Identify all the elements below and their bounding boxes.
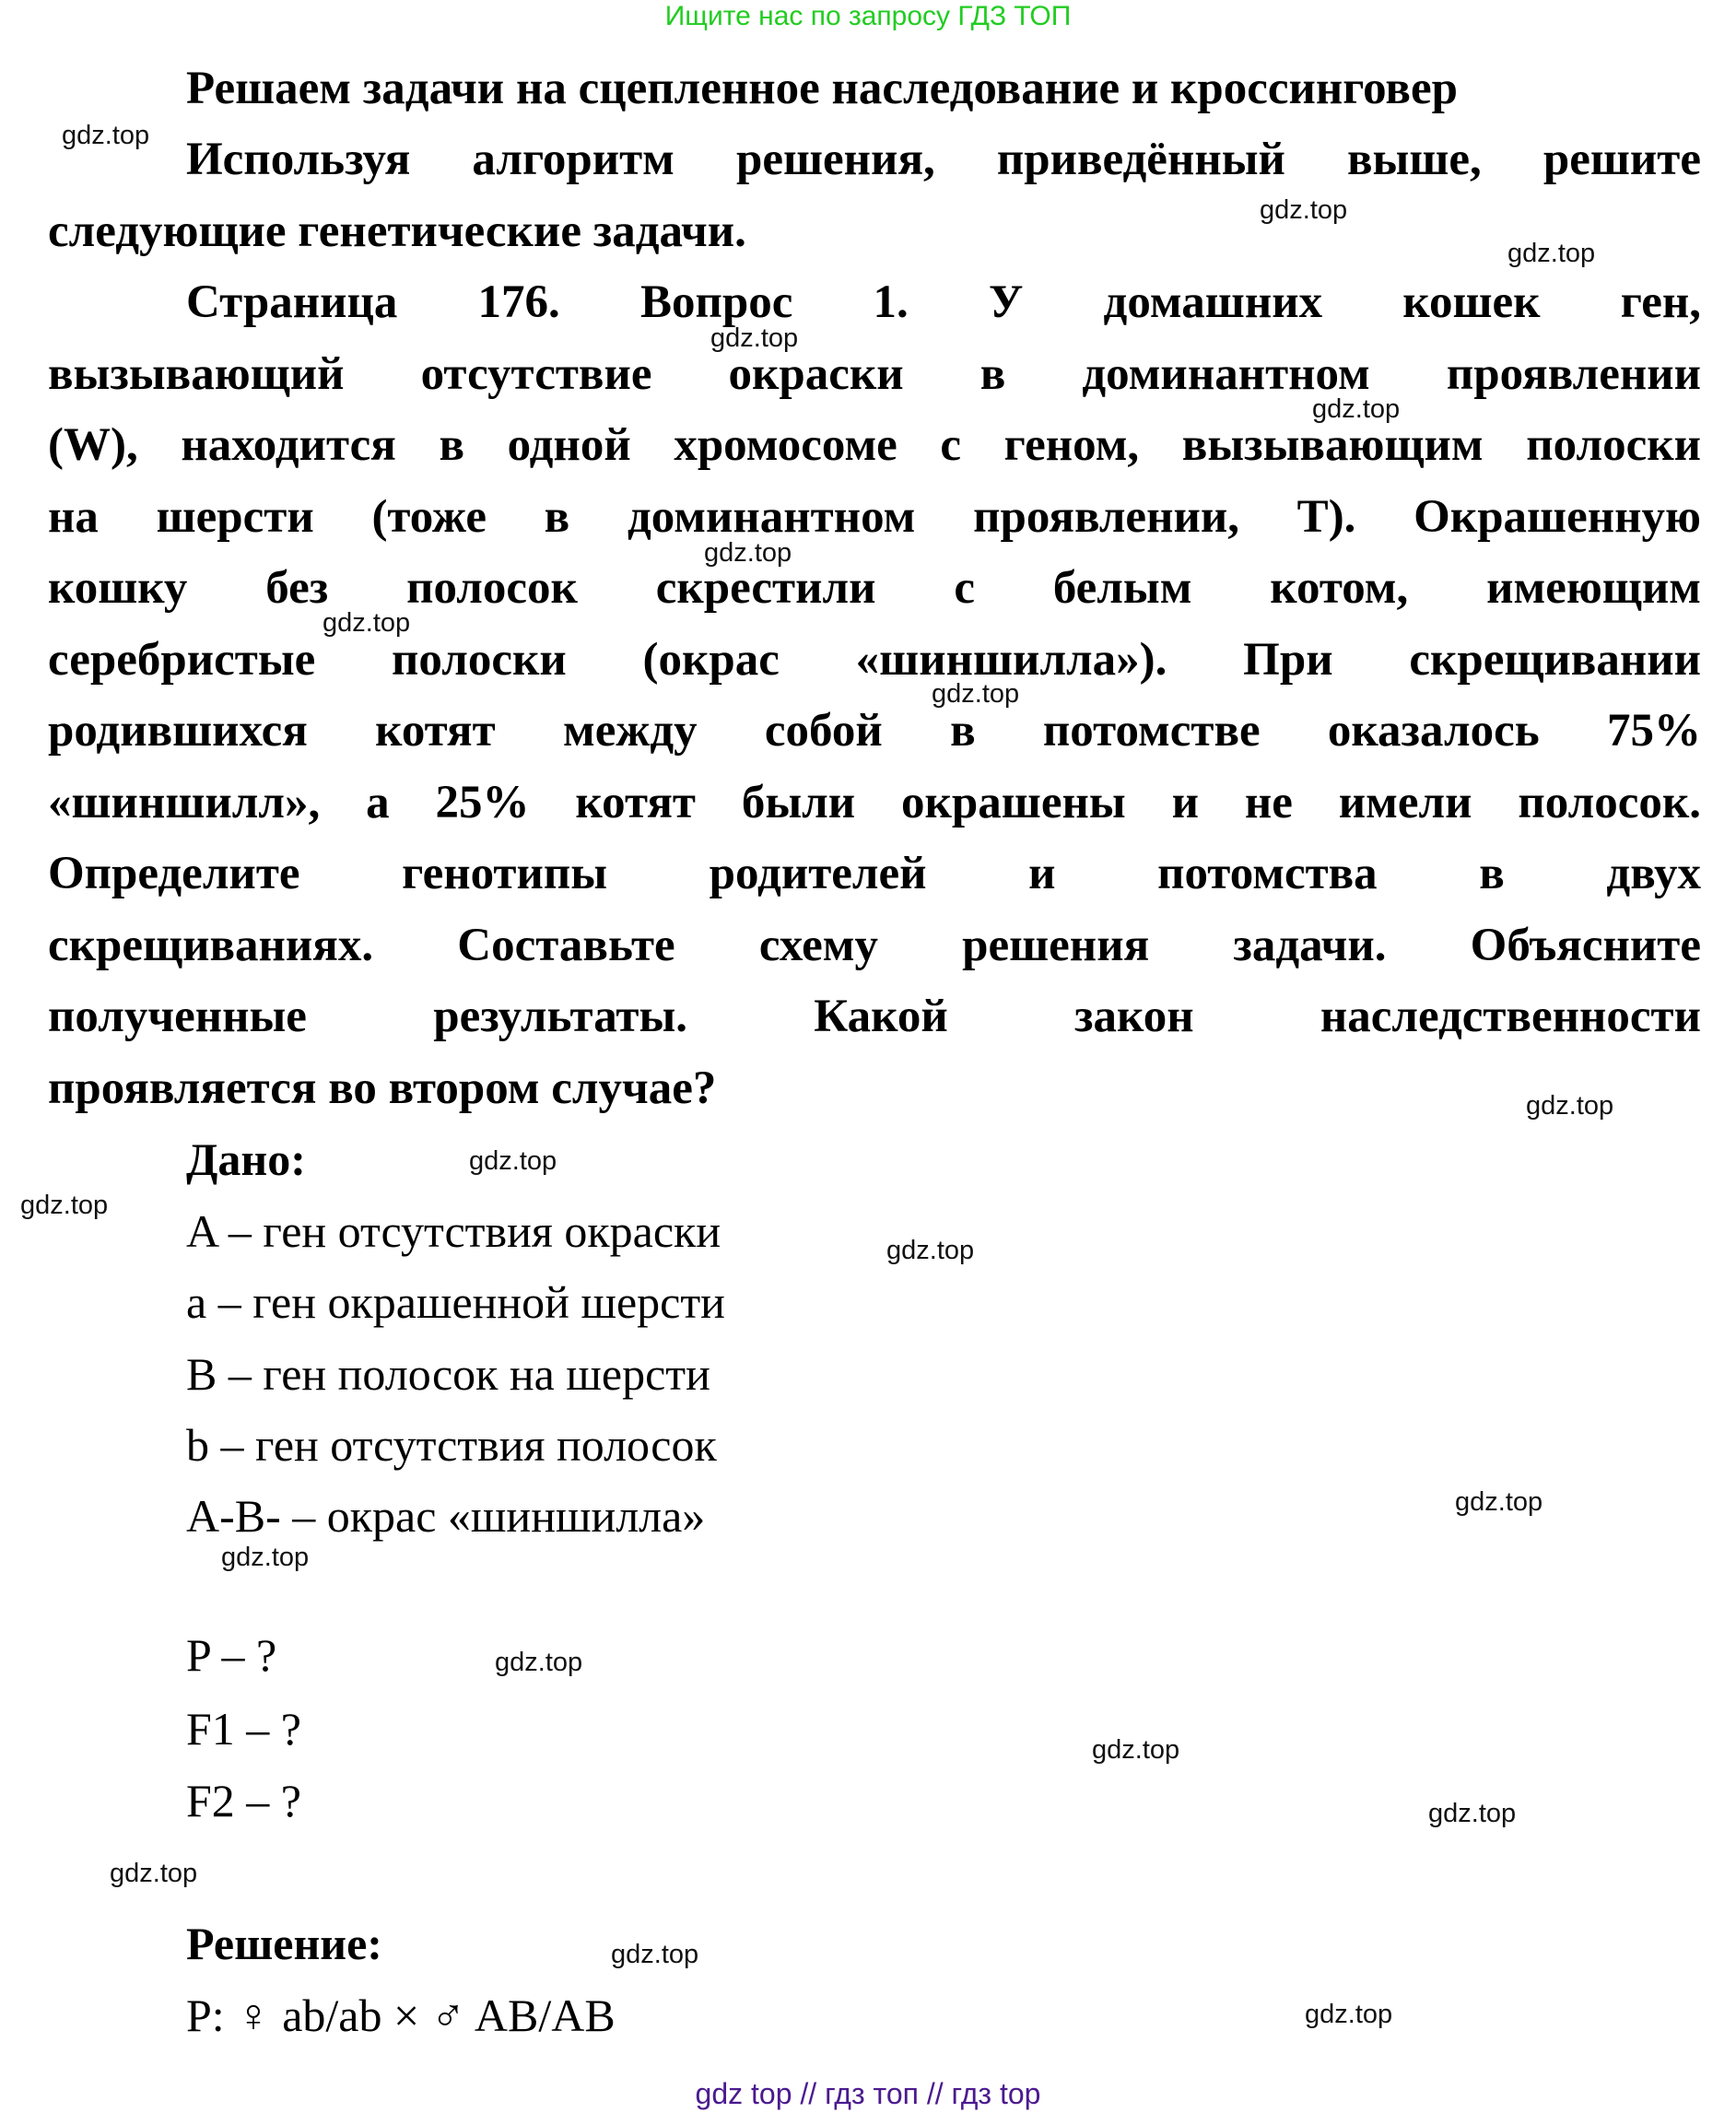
watermark: gdz.top [704, 538, 792, 568]
unknown-item: F2 – ? [186, 1775, 301, 1826]
text-line: следующие генетические задачи. [48, 205, 746, 257]
solution-heading: Решение: [186, 1918, 382, 1969]
watermark: gdz.top [1260, 195, 1348, 225]
watermark: gdz.top [495, 1648, 583, 1677]
search-banner[interactable]: Ищите нас по запросу ГДЗ ТОП [664, 1, 1072, 31]
unknown-item: F1 – ? [186, 1703, 301, 1755]
watermark: gdz.top [221, 1543, 310, 1572]
watermark: gdz.top [110, 1859, 198, 1888]
text-line: полученные результаты. Какой закон наследственности [48, 991, 1701, 1042]
text-line: проявляется во втором случае? [48, 1062, 717, 1114]
footer-links[interactable]: gdz top // гдз топ // гдз top [695, 2077, 1041, 2110]
text-line: Используя алгоритм решения, приведённый выше, решите [186, 134, 1701, 185]
given-item: B – ген полосок на шерсти [186, 1348, 710, 1400]
text-line: родившихся котят между собой в потомстве оказалось 75% [48, 705, 1701, 757]
watermark: gdz.top [1428, 1799, 1517, 1828]
text-line: (W), находится в одной хромосоме с геном, вызывающим полоски [48, 419, 1701, 471]
given-item: A-B- – окрас «шиншилла» [186, 1490, 706, 1542]
cross-formula: P: ♀ ab/ab × ♂ AB/AB [186, 1990, 616, 2041]
given-heading: Дано: [186, 1133, 306, 1185]
watermark: gdz.top [323, 608, 411, 638]
watermark: gdz.top [1455, 1487, 1543, 1517]
text-line: скрещиваниях. Составьте схему решения задачи. Объясните [48, 920, 1701, 971]
watermark: gdz.top [1312, 394, 1401, 424]
watermark: gdz.top [710, 323, 799, 353]
watermark: gdz.top [611, 1940, 699, 1969]
watermark: gdz.top [469, 1146, 557, 1176]
text-line: «шиншилл», а 25% котят были окрашены и не имели полосок. [48, 777, 1701, 828]
text-line: вызывающий отсутствие окраски в доминантном проявлении [48, 348, 1701, 400]
question-line: Страница 176. Вопрос 1. У домашних кошек ген, [186, 276, 1701, 328]
unknown-item: P – ? [186, 1629, 277, 1681]
given-item: a – ген окрашенной шерсти [186, 1276, 725, 1328]
watermark: gdz.top [886, 1236, 975, 1265]
watermark: gdz.top [20, 1191, 109, 1220]
watermark: gdz.top [1092, 1735, 1180, 1765]
given-item: A – ген отсутствия окраски [186, 1205, 721, 1257]
given-item: b – ген отсутствия полосок [186, 1419, 717, 1471]
section-title: Решаем задачи на сцепленное наследование и кроссинговер [186, 63, 1458, 114]
text-line: кошку без полосок скрестили с белым котом, имеющим [48, 562, 1701, 614]
watermark: gdz.top [1526, 1091, 1614, 1121]
text-line: серебристые полоски (окрас «шиншилла»). При скрещивании [48, 634, 1701, 686]
text-line: на шерсти (тоже в доминантном проявлении, T). Окрашенную [48, 491, 1701, 543]
watermark: gdz.top [932, 679, 1020, 709]
watermark: gdz.top [1507, 239, 1596, 268]
watermark: gdz.top [1305, 2000, 1393, 2029]
watermark: gdz.top [62, 121, 150, 150]
text-line: Определите генотипы родителей и потомства в двух [48, 848, 1701, 899]
